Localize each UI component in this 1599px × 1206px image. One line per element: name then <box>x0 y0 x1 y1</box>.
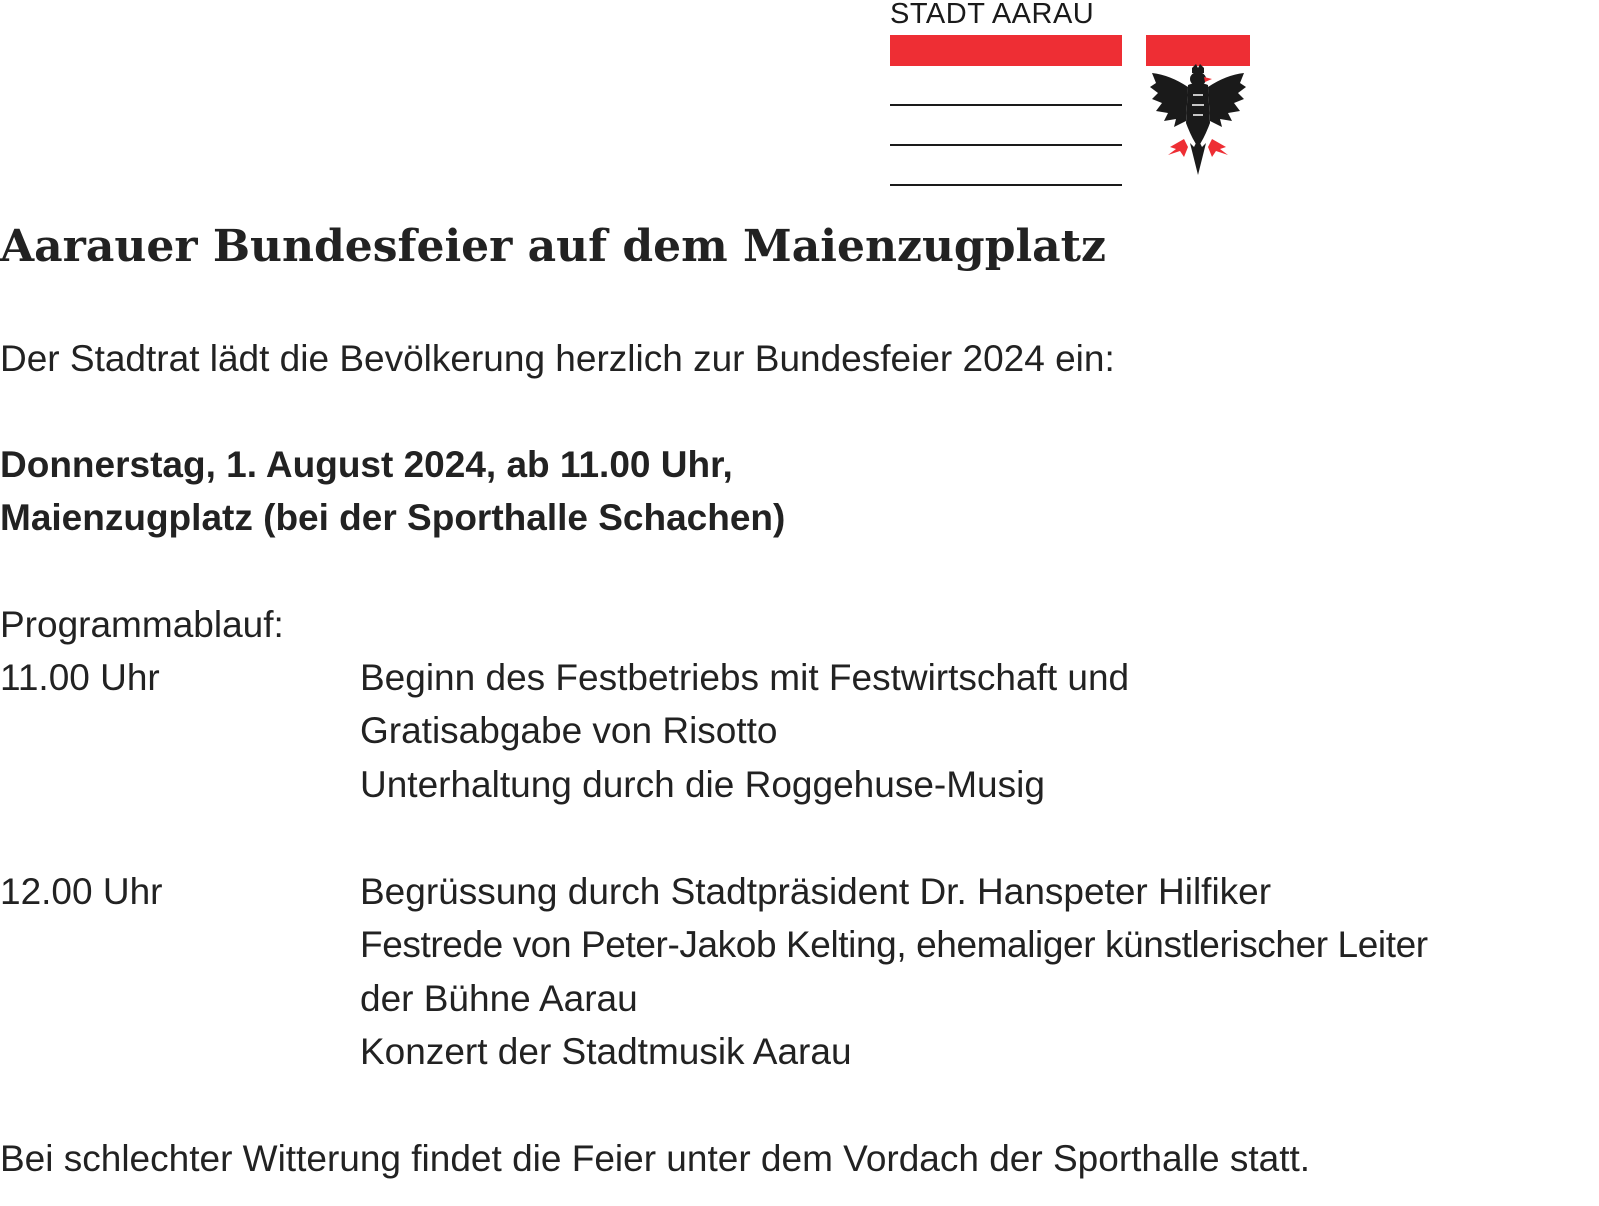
stadt-aarau-logo <box>890 0 1250 190</box>
intro-text: Der Stadtrat lädt die Bevölkerung herzlich zur Bundesfeier 2024 ein: <box>0 338 1115 379</box>
program-time: 12.00 Uhr <box>0 871 163 912</box>
program-item-line: Begrüssung durch Stadtpräsident Dr. Hanspeter Hilfiker <box>360 871 1272 912</box>
program-heading: Programmablauf: <box>0 604 284 645</box>
program-item-line: der Bühne Aarau <box>360 978 638 1019</box>
logo-rule <box>890 184 1122 186</box>
weather-note: Bei schlechter Witterung findet die Feier unter dem Vordach der Sporthalle statt. <box>0 1138 1311 1179</box>
program-item-line: Unterhaltung durch die Roggehuse-Musig <box>360 764 1045 805</box>
program-item-line: Festrede von Peter-Jakob Kelting, ehemaliger künstlerischer Leiter <box>360 924 1428 965</box>
program-item-line: Konzert der Stadtmusik Aarau <box>360 1031 852 1072</box>
logo-wordmark: STADT AARAU <box>890 0 1095 30</box>
event-date: Donnerstag, 1. August 2024, ab 11.00 Uhr, <box>0 444 733 485</box>
logo-rule <box>890 104 1122 106</box>
event-location: Maienzugplatz (bei der Sporthalle Schachen) <box>0 497 786 538</box>
logo-rule <box>890 144 1122 146</box>
logo-red-bar <box>890 35 1122 66</box>
eagle-coat-of-arms-icon <box>1146 35 1250 183</box>
page-title: Aarauer Bundesfeier auf dem Maienzugplatz <box>0 221 1106 272</box>
program-item-line: Gratisabgabe von Risotto <box>360 710 778 751</box>
program-item-line: Beginn des Festbetriebs mit Festwirtschaft und <box>360 657 1130 698</box>
program-time: 11.00 Uhr <box>0 657 160 698</box>
